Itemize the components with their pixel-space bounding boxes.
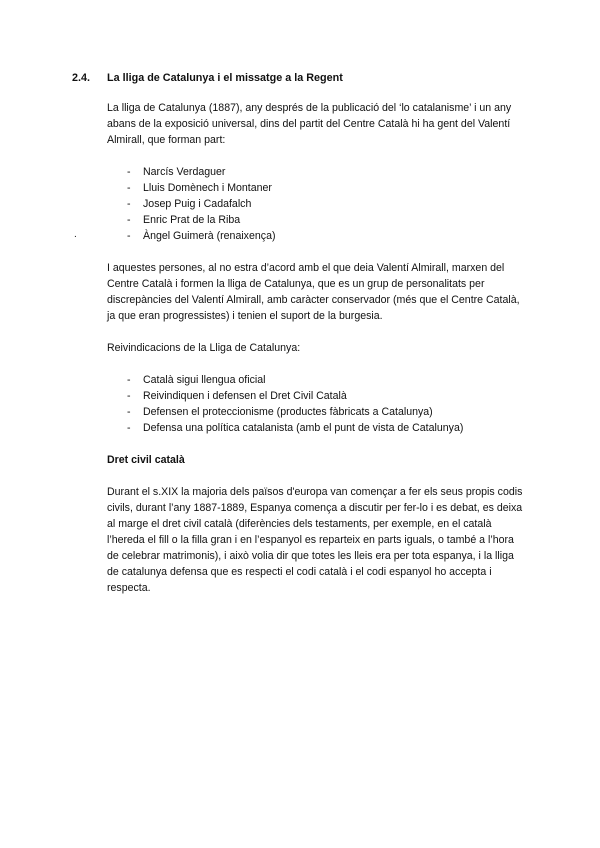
dash-bullet: - (127, 230, 131, 242)
claims-list (107, 372, 527, 436)
list-item: - Narcís Verdaguer (127, 166, 226, 178)
dash-bullet: - (127, 214, 131, 226)
dash-bullet: - (127, 406, 131, 418)
section-title: La lliga de Catalunya i el missatge a la Regent (107, 72, 343, 84)
civil-law-heading: Dret civil català (107, 454, 185, 466)
list-item: - Enric Prat de la Riba (127, 214, 241, 226)
dash-bullet: - (127, 374, 131, 386)
dash-bullet: - (127, 198, 131, 210)
members-list (107, 164, 527, 244)
claims-intro: Reivindicacions de la Lliga de Catalunya: (107, 342, 301, 354)
section-heading (72, 70, 343, 86)
dash-bullet: - (127, 182, 131, 194)
civil-law-paragraph: Durant el s.XIX la majoria dels països d'europa van començar a fer els seus propis codis civils, durant l’any 1887-1889, Espanya comença a discutir per fer-lo i es debat, es deixa al marge el dret civil català (diferències dels testaments, per exemple, en el català l’hereda el fill o la filla gran i en l’espanyol es reparteix en parts iguals, o també a l’hora de celebrar matrimonis), i això volia dir que totes les lleis era per tota espanya, i la lliga de catalunya defensa que es respecti el codi català i el codi espanyol ho accepta i respecta. (107, 486, 523, 594)
split-paragraph: I aquestes persones, al no estra d’acord amb el que deia Valentí Almirall, marxen del Centre Català i formen la lliga de Catalunya, que es un grup de personalitats per discrepàncies del Valentí Almirall, amb caràcter conservador (més que el Centre Català, ja que eran progressistes) i tenien el suport de la burgesia. (107, 262, 520, 322)
list-item: - Defensa una política catalanista (amb el punt de vista de Catalunya) (127, 422, 464, 434)
section-number: 2.4. (72, 72, 91, 84)
list-item: - Reivindiquen i defensen el Dret Civil Català (127, 390, 347, 402)
list-item: - Àngel Guimerà (renaixença) (127, 230, 276, 242)
stray-mark: . (74, 229, 77, 240)
list-item: - Català sigui llengua oficial (127, 374, 266, 386)
dash-bullet: - (127, 390, 131, 402)
list-item: - Josep Puig i Cadafalch (127, 198, 252, 210)
list-item: - Defensen el proteccionisme (productes fàbricats a Catalunya) (127, 406, 433, 418)
intro-paragraph: La lliga de Catalunya (1887), any després de la publicació del ‘lo catalanisme’ i un any abans de la exposició universal, dins del partit del Centre Català hi ha gent del Valentí Almirall, que forman part: (107, 102, 512, 146)
section-body (107, 100, 527, 596)
dash-bullet: - (127, 422, 131, 434)
dash-bullet: - (127, 166, 131, 178)
list-item: - Lluis Domènech i Montaner (127, 182, 272, 194)
